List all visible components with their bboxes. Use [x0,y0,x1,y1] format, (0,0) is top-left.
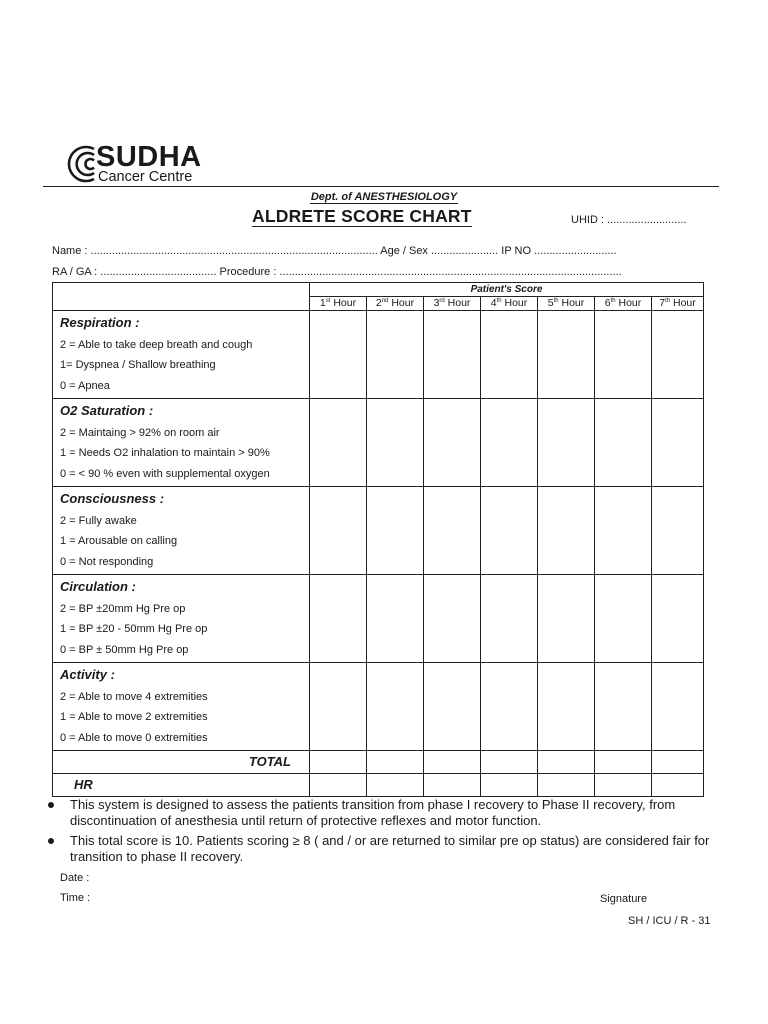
note-item: This system is designed to assess the patients transition from phase I recovery to Phase II recovery, from discontinuation of anesthesia until return of protective reflexes and motor function. [48,797,728,828]
score-cell[interactable] [595,487,652,575]
criteria-option: 2 = Able to take deep breath and cough [60,338,253,351]
score-cell[interactable] [367,311,424,399]
criteria-header-blank [53,283,310,311]
criteria-option: 0 = BP ± 50mm Hg Pre op [60,643,189,656]
score-cell[interactable] [595,663,652,751]
notes-list [48,797,728,869]
hr-value-cell[interactable] [367,774,424,797]
date-field[interactable]: Date : [60,872,90,884]
score-cell[interactable] [538,399,595,487]
score-cell[interactable] [652,575,704,663]
criteria-option: 1 = Needs O2 inhalation to maintain > 90% [60,447,270,459]
hour-header-1: 1st Hour [310,297,367,311]
criteria-cell [53,399,310,487]
hr-value-cell[interactable] [538,774,595,797]
hour-header-6: 6th Hour [595,297,652,311]
total-score-cell[interactable] [424,751,481,774]
hour-header-2: 2nd Hour [367,297,424,311]
total-score-cell[interactable] [367,751,424,774]
criteria-title: Consciousness : [60,491,165,506]
score-cell[interactable] [424,663,481,751]
ra-ga-procedure-field[interactable]: RA / GA : ...................................... Procedure : ................................................................................................................ [52,266,622,278]
signature-label: Signature [600,893,648,905]
score-cell[interactable] [481,663,538,751]
score-cell[interactable] [595,575,652,663]
score-cell[interactable] [595,311,652,399]
criteria-option: 1 = BP ±20 - 50mm Hg Pre op [60,623,208,635]
score-cell[interactable] [310,663,367,751]
criteria-option: 0 = < 90 % even with supplemental oxygen [60,467,270,480]
score-cell[interactable] [310,487,367,575]
criteria-row [53,399,704,487]
criteria-option: 0 = Not responding [60,555,154,568]
criteria-title: Activity : [60,667,115,682]
criteria-row [53,575,704,663]
total-score-cell[interactable] [595,751,652,774]
score-cell[interactable] [424,399,481,487]
form-code: SH / ICU / R - 31 [628,915,711,927]
logo-subtitle: Cancer Centre [98,169,193,185]
criteria-option: 2 = Able to move 4 extremities [60,690,208,703]
score-cell[interactable] [538,575,595,663]
aldrete-score-table [52,282,704,797]
bullet-icon [48,838,54,844]
criteria-title: O2 Saturation : [60,403,154,418]
logo-name: SUDHA [96,141,202,173]
criteria-title: Circulation : [60,579,136,594]
criteria-option: 1 = Arousable on calling [60,535,178,547]
score-cell[interactable] [652,399,704,487]
department-label: Dept. of ANESTHESIOLOGY [310,191,458,203]
score-cell[interactable] [424,311,481,399]
hour-header-5: 5th Hour [538,297,595,311]
total-score-cell[interactable] [538,751,595,774]
patients-score-header: Patient's Score [310,283,704,297]
criteria-cell [53,663,310,751]
hr-row [53,774,704,797]
score-cell[interactable] [367,487,424,575]
score-cell[interactable] [538,311,595,399]
criteria-row [53,311,704,399]
criteria-title: Respiration : [60,315,140,330]
criteria-row [53,663,704,751]
score-cell[interactable] [652,663,704,751]
logo-arcs-icon [56,142,98,186]
criteria-option: 2 = BP ±20mm Hg Pre op [60,602,186,615]
total-score-cell[interactable] [481,751,538,774]
score-cell[interactable] [481,575,538,663]
criteria-option: 0 = Able to move 0 extremities [60,731,208,744]
total-score-cell[interactable] [652,751,704,774]
time-field[interactable]: Time : [60,892,91,904]
score-cell[interactable] [424,487,481,575]
score-cell[interactable] [538,663,595,751]
criteria-cell [53,311,310,399]
hour-header-3: 3rd Hour [424,297,481,311]
total-score-cell[interactable] [310,751,367,774]
header-divider [43,186,719,187]
criteria-row [53,487,704,575]
criteria-option: 1 = Able to move 2 extremities [60,711,208,723]
page-title: ALDRETE SCORE CHART [252,206,472,226]
hr-value-cell[interactable] [424,774,481,797]
score-cell[interactable] [595,399,652,487]
hour-header-4: 4th Hour [481,297,538,311]
score-cell[interactable] [652,487,704,575]
criteria-cell [53,575,310,663]
score-cell[interactable] [310,399,367,487]
sudha-logo [56,142,226,186]
hr-label: HR [53,774,310,797]
total-row [53,751,704,774]
score-cell[interactable] [652,311,704,399]
score-cell[interactable] [481,487,538,575]
score-cell[interactable] [538,487,595,575]
criteria-option: 1= Dyspnea / Shallow breathing [60,359,216,371]
score-cell[interactable] [367,399,424,487]
total-label: TOTAL [53,751,310,774]
name-age-ipno-field[interactable]: Name : .............................................................................................. Age / Sex ...................... IP NO ........................... [52,245,617,257]
hr-value-cell[interactable] [652,774,704,797]
score-cell[interactable] [310,575,367,663]
score-cell[interactable] [310,311,367,399]
hr-value-cell[interactable] [310,774,367,797]
criteria-cell [53,487,310,575]
criteria-option: 2 = Maintaing > 92% on room air [60,426,220,439]
score-cell[interactable] [367,663,424,751]
criteria-option: 2 = Fully awake [60,514,137,527]
uhid-field[interactable]: UHID : .......................... [571,214,687,226]
score-cell[interactable] [424,575,481,663]
note-item: This total score is 10. Patients scoring ≥ 8 ( and / or are returned to similar pre op status) are considered fair for transition to phase II recovery. [48,833,728,864]
score-cell[interactable] [367,575,424,663]
hr-value-cell[interactable] [595,774,652,797]
hr-value-cell[interactable] [481,774,538,797]
score-cell[interactable] [481,311,538,399]
score-cell[interactable] [481,399,538,487]
bullet-icon [48,802,54,808]
criteria-option: 0 = Apnea [60,379,110,392]
hour-header-7: 7th Hour [652,297,704,311]
